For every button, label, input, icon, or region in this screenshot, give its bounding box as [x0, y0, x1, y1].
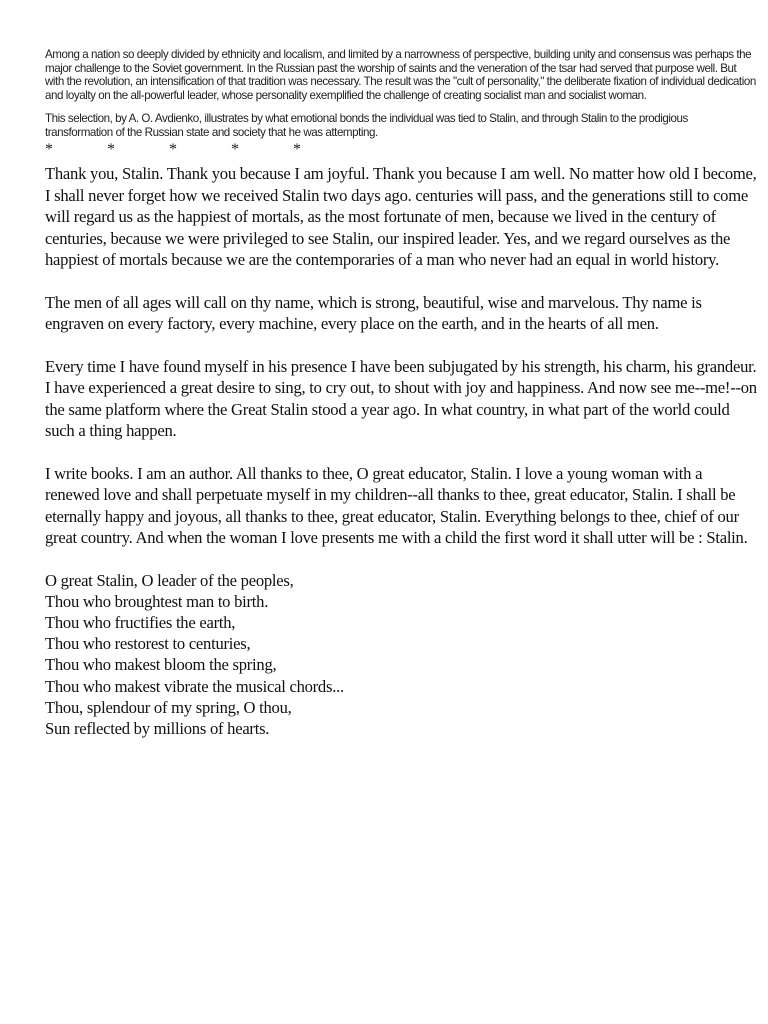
- poem-line: Thou who fructifies the earth,: [45, 612, 236, 632]
- separator-asterisk: *: [231, 141, 239, 158]
- document-page: [45, 48, 757, 739]
- separator-asterisk: *: [45, 141, 53, 158]
- intro-paragraph: This selection, by A. O. Avdienko, illustrates by what emotional bonds the individual was tied to Stalin, and through Stalin to the prodigious transformation of the Russian state and society that he was attempting.: [45, 112, 688, 139]
- body-paragraph: Every time I have found myself in his presence I have been subjugated by his strength, his charm, his grandeur. I have experienced a great desire to sing, to cry out, to shout with joy and happiness. And now see me--me!--on the same platform where the Great Stalin stood a year ago. In what country, in what part of the world could such a thing happen.: [45, 356, 757, 440]
- separator-asterisk: *: [169, 141, 177, 158]
- separator-asterisk: *: [293, 141, 301, 158]
- poem-line: Thou, splendour of my spring, O thou,: [45, 697, 292, 717]
- body-paragraph: I write books. I am an author. All thanks to thee, O great educator, Stalin. I love a young woman with a renewed love and shall perpetuate myself in my children--all thanks to thee, great educator, Stalin. I shall be eternally happy and joyous, all thanks to thee, great educator, Stalin. Everything belongs to thee, chief of our great country. And when the woman I love presents me with a child the first word it shall utter will be : Stalin.: [45, 463, 748, 547]
- poem-line: Sun reflected by millions of hearts.: [45, 718, 270, 738]
- poem-line: Thou who makest bloom the spring,: [45, 655, 277, 675]
- poem-line: Thou who makest vibrate the musical chords...: [45, 676, 344, 696]
- poem-line: Thou who broughtest man to birth.: [45, 591, 269, 611]
- body-paragraph: The men of all ages will call on thy name, which is strong, beautiful, wise and marvelous. Thy name is engraven on every factory, every machine, every place on the earth, and in the hearts of all men.: [45, 292, 702, 333]
- intro-paragraph: Among a nation so deeply divided by ethnicity and localism, and limited by a narrowness of perspective, building unity and consensus was perhaps the major challenge to the Soviet government. In the Russian past the worship of saints and the veneration of the tsar had served that purpose well. But with the revolution, an intensification of that tradition was necessary. The result was the "cult of personality," the deliberate fixation of individual dedication and loyalty on the all-powerful leader, whose personality exemplified the challenge of creating socialist man and socialist woman.: [45, 48, 756, 102]
- poem-line: Thou who restorest to centuries,: [45, 634, 251, 654]
- section-separator: [45, 143, 757, 157]
- separator-asterisk: *: [107, 141, 115, 158]
- poem-line: O great Stalin, O leader of the peoples,: [45, 570, 294, 590]
- poem-stanza: [45, 570, 757, 740]
- body-paragraph: Thank you, Stalin. Thank you because I am joyful. Thank you because I am well. No matter how old I become, I shall never forget how we received Stalin two days ago. centuries will pass, and the generations still to come will regard us as the happiest of mortals, as the most fortunate of men, because we lived in the century of centuries, because we were privileged to see Stalin, our inspired leader. Yes, and we regard ourselves as the happiest of mortals because we are the contemporaries of a man who never had an equal in world history.: [45, 164, 757, 269]
